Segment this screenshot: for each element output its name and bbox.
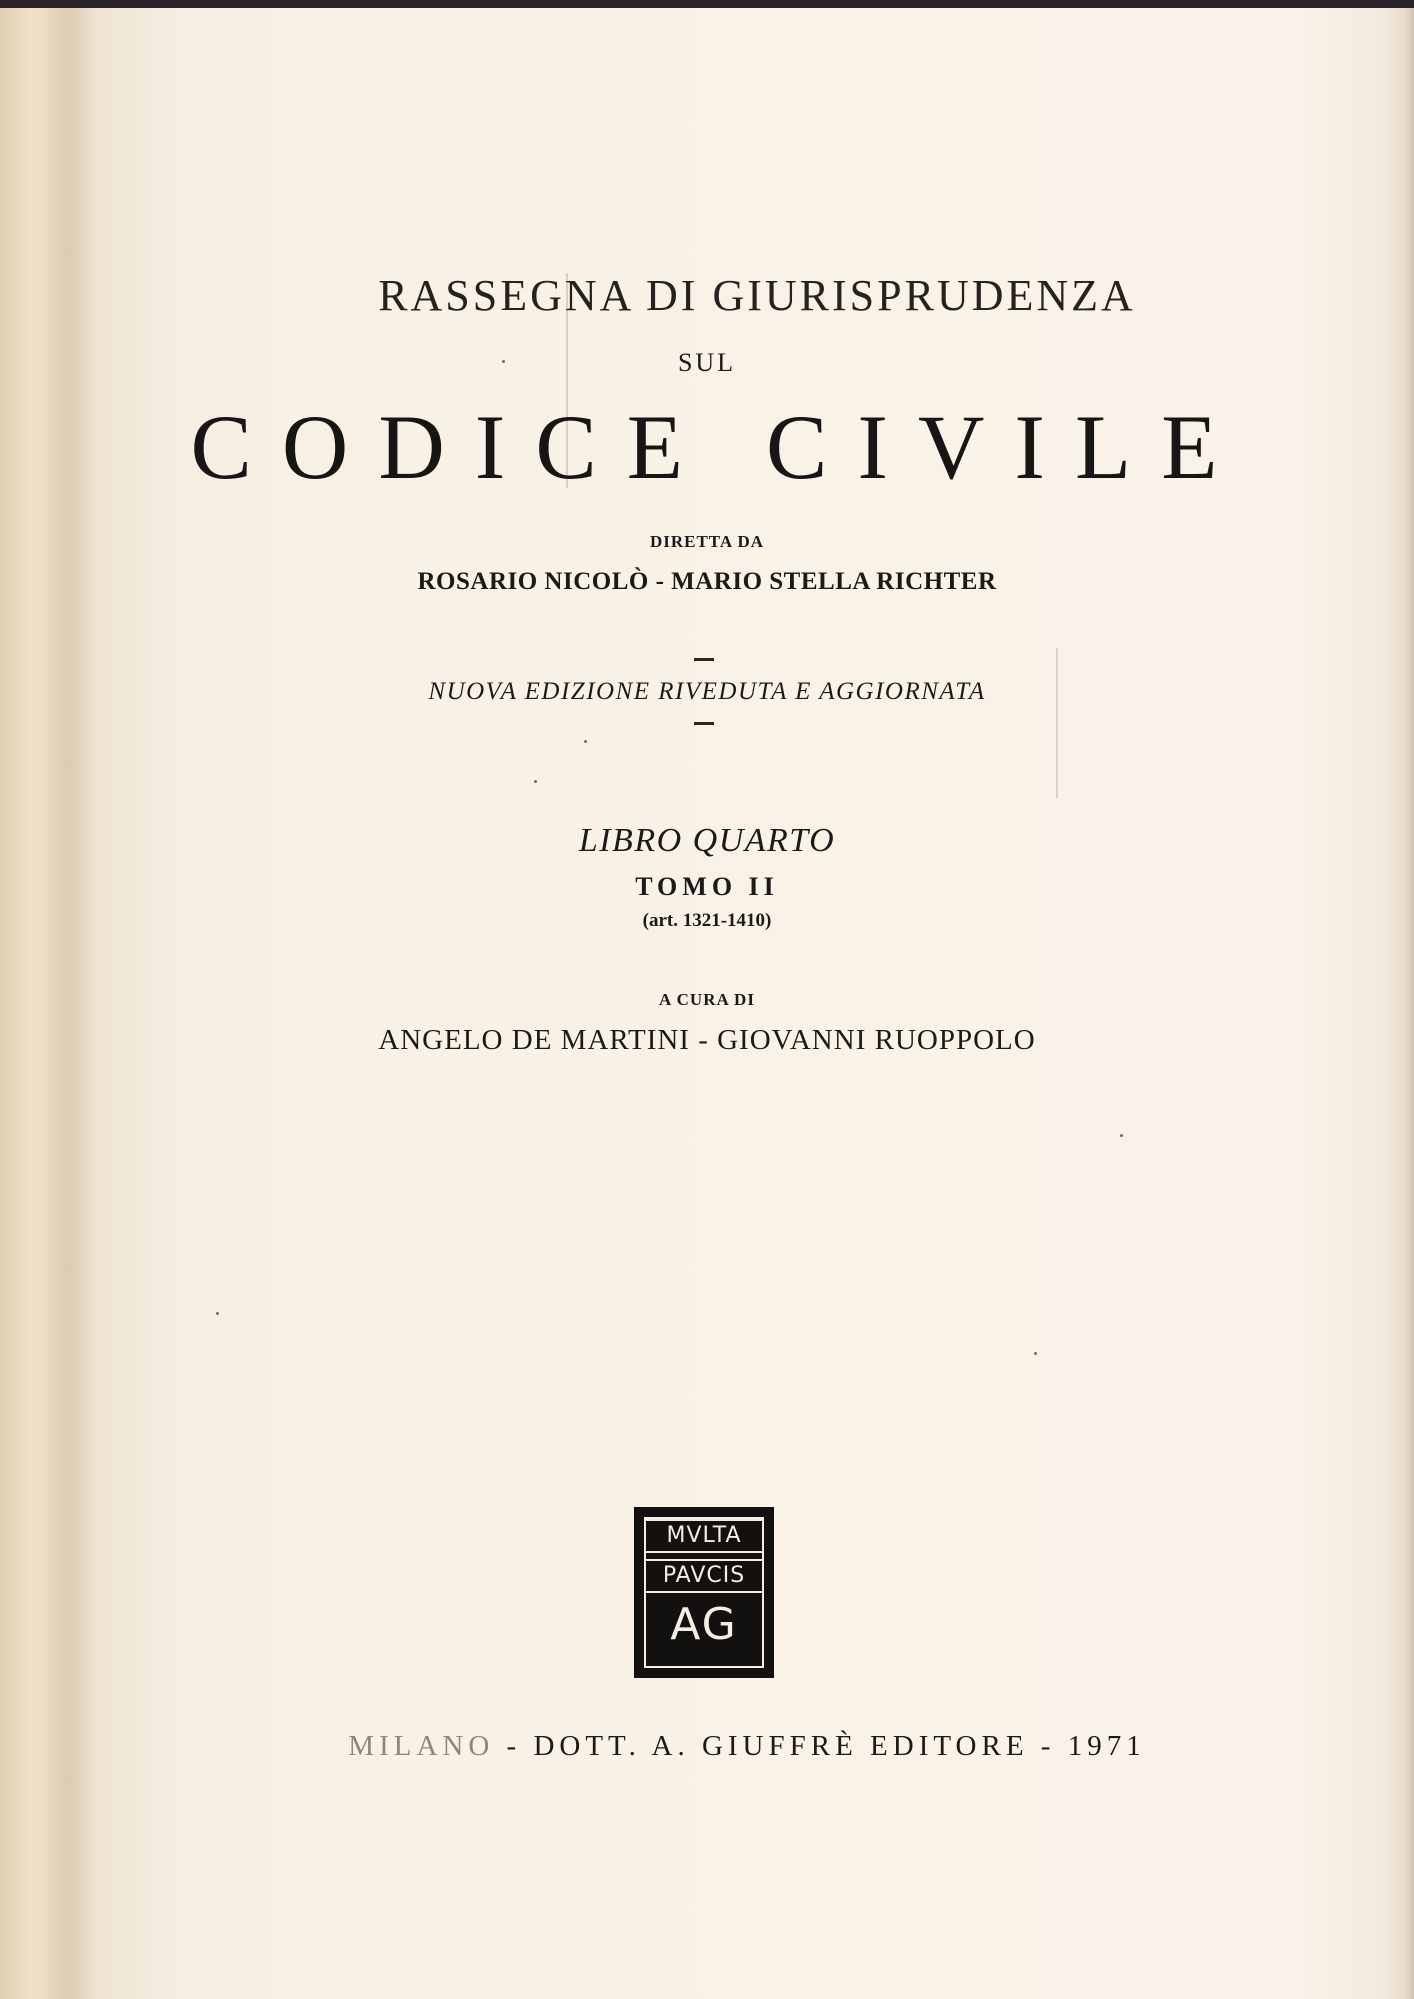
- main-title: CODICE CIVILE: [190, 396, 1248, 498]
- volume-label: TOMO II: [635, 872, 779, 901]
- title-connector: SUL: [677, 348, 737, 377]
- publisher-logo: [634, 1507, 774, 1678]
- paper-speck: [584, 740, 587, 743]
- directed-by-label: DIRETTA DA: [649, 532, 765, 551]
- articles-range: (art. 1321-1410): [642, 910, 772, 931]
- paper-crease: [1056, 648, 1058, 798]
- imprint-publisher: - DOTT. A. GIUFFRÈ EDITORE - 1971: [494, 1730, 1146, 1762]
- book-label: LIBRO QUARTO: [578, 822, 836, 859]
- title-page: [0, 8, 1414, 1999]
- logo-word-multa: MVLTA: [644, 1519, 764, 1553]
- directors: ROSARIO NICOLÒ - MARIO STELLA RICHTER: [417, 568, 997, 595]
- paper-speck: [534, 780, 537, 783]
- paper-speck: [216, 1312, 219, 1315]
- series-title: RASSEGNA DI GIURISPRUDENZA: [378, 271, 1136, 320]
- logo-word-paucis: PAVCIS: [644, 1559, 764, 1593]
- paper-speck: [1034, 1352, 1037, 1355]
- editors: ANGELO DE MARTINI - GIOVANNI RUOPPOLO: [378, 1024, 1036, 1056]
- paper-speck: [1120, 1134, 1123, 1137]
- edition-note: NUOVA EDIZIONE RIVEDUTA E AGGIORNATA: [428, 678, 986, 705]
- imprint-city: MILANO: [348, 1730, 495, 1762]
- separator-mark: [694, 722, 714, 725]
- imprint: [40, 1730, 1414, 1763]
- edited-by-label: A CURA DI: [659, 990, 755, 1009]
- paper-speck: [502, 360, 505, 363]
- logo-initials: AG: [670, 1599, 738, 1650]
- separator-mark: [694, 658, 714, 661]
